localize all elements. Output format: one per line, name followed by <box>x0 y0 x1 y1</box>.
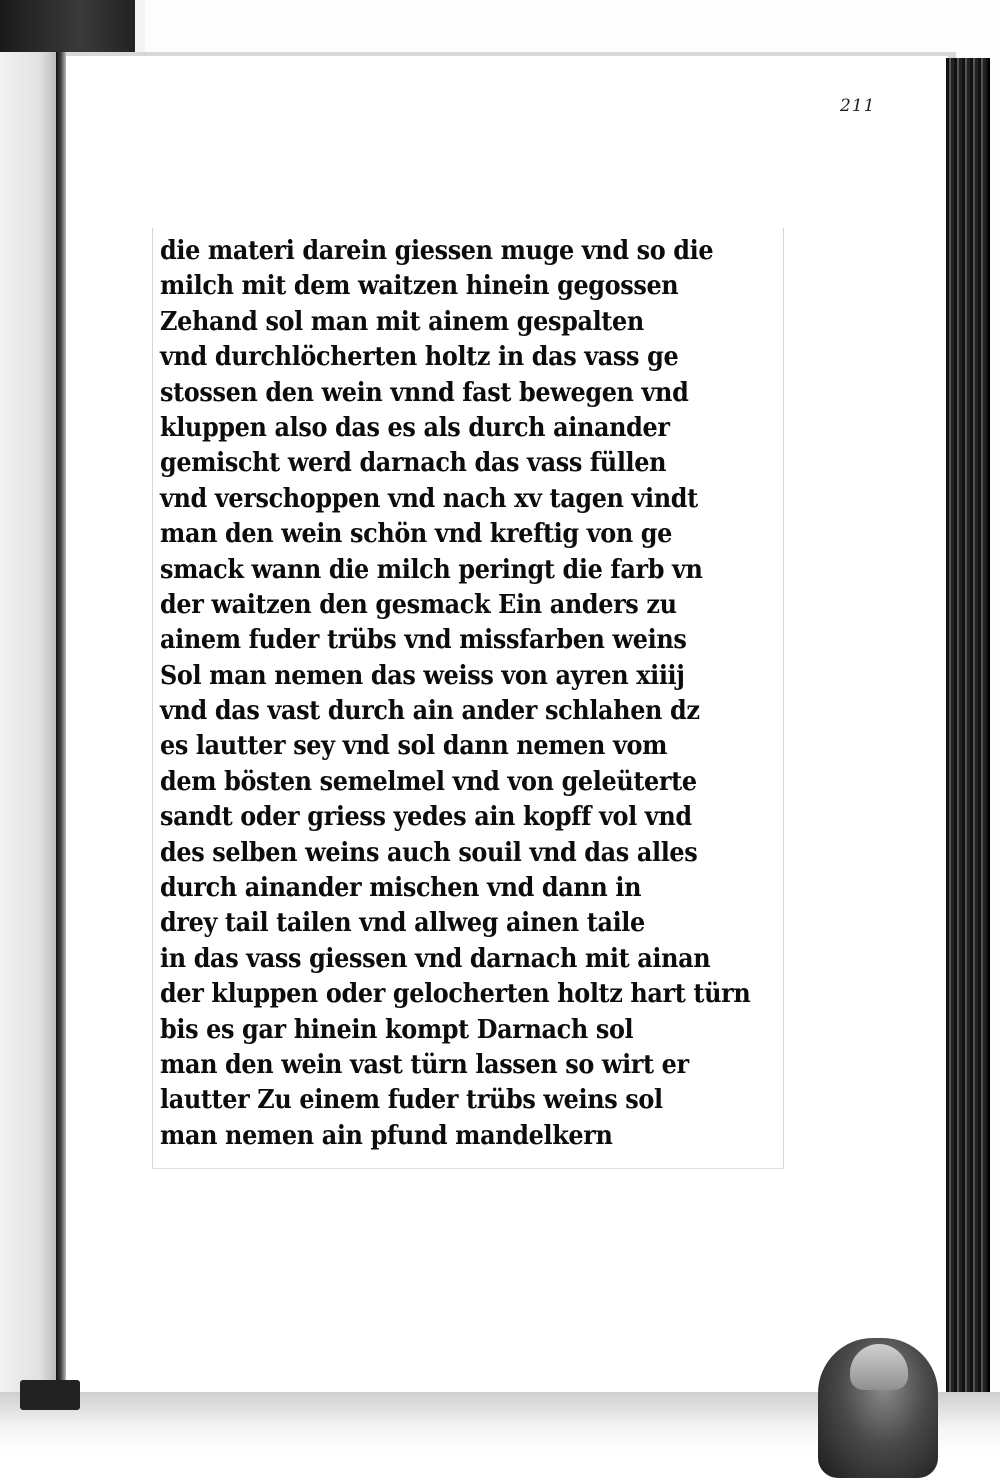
manuscript-line: Zehand sol man mit ainem gespalten <box>160 306 644 337</box>
facing-page-edge <box>0 52 59 1392</box>
manuscript-line: es lautter sey vnd sol dann nemen vom <box>160 731 668 762</box>
manuscript-line: ainem fuder trübs vnd missfarben weins <box>160 625 687 656</box>
book-gutter <box>56 52 66 1392</box>
manuscript-line: der waitzen den gesmack Ein anders zu <box>160 589 677 620</box>
manuscript-line: vnd durchlöcherten holtz in das vass ge <box>160 342 679 373</box>
manuscript-line: kluppen also das es als durch ainander <box>160 412 670 443</box>
manuscript-line: stossen den wein vnnd fast bewegen vnd <box>160 377 689 408</box>
binding-strap <box>20 1380 80 1410</box>
manuscript-line: durch ainander mischen vnd dann in <box>160 873 642 904</box>
manuscript-line: man den wein vast türn lassen so wirt er <box>160 1049 689 1080</box>
manuscript-line: des selben weins auch souil vnd das alles <box>160 837 698 868</box>
manuscript-line: drey tail tailen vnd allweg ainen taile <box>160 908 645 939</box>
manuscript-line: man den wein schön vnd kreftig von ge <box>160 519 673 550</box>
manuscript-line: lautter Zu einem fuder trübs weins sol <box>160 1085 663 1116</box>
book-spine-edge <box>0 0 135 52</box>
manuscript-line: smack wann die milch peringt die farb vn <box>160 554 703 585</box>
manuscript-line: milch mit dem waitzen hinein gegossen <box>160 271 679 302</box>
manuscript-line: bis es gar hinein kompt Darnach sol <box>160 1014 634 1045</box>
manuscript-text-block <box>160 234 840 1154</box>
manuscript-line: in das vass giessen vnd darnach mit ainan <box>160 943 711 974</box>
manuscript-line: dem bösten semelmel vnd von geleüterte <box>160 766 697 797</box>
manuscript-line: sandt oder griess yedes ain kopff vol vnd <box>160 802 692 833</box>
page-fore-edge <box>946 58 990 1398</box>
manuscript-line: Sol man nemen das weiss von ayren xiiij <box>160 660 685 691</box>
manuscript-line: der kluppen oder gelocherten holtz hart türn <box>160 979 751 1010</box>
manuscript-line: vnd das vast durch ain ander schlahen dz <box>160 696 700 727</box>
folio-number: 211 <box>840 96 876 116</box>
manuscript-line: gemischt werd darnach das vass füllen <box>160 448 667 479</box>
manuscript-line: man nemen ain pfund mandelkern <box>160 1120 613 1151</box>
manuscript-line: vnd verschoppen vnd nach xv tagen vindt <box>160 483 698 514</box>
manuscript-line: die materi darein giessen muge vnd so die <box>160 236 714 266</box>
